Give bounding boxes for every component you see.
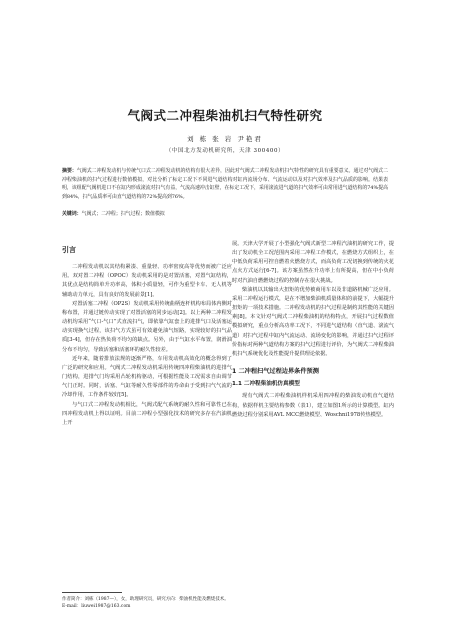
author-line: 刘 栋 张 岩 尹艳君	[187, 135, 263, 143]
section-heading-1-1: 1.1 二冲程柴油机仿真模型	[232, 381, 300, 388]
abstract	[62, 167, 388, 201]
right-paragraph: 展。天津大学开展了小型强化气阀式新型二冲程汽油机的研究工作，提出了发动机全工况范围内采用二冲程工作模式，在燃烧方式组织上，在中低负荷采用可控自燃着火燃烧方式，而高负荷工况切换到传统的火花点火方式运行[6-7]。该方案虽然在升功率上有所提高，但在中小负荷时对汽油自燃燃烧过程的控制存在很大挑战。	[232, 241, 394, 284]
left-paragraph: 对置活塞二冲程（OP2S）发动机采用传统曲柄连杆机构布局体内侧对称布置，并通过链传动实现了对置活塞的同步运动[2]。以上两种二冲程发动机均采用“气口-气口”式直流扫气，即依靠气缸套上的进排气口及活塞运动实现换气过程，该扫气方式虽可有效避免油气短路，实现较好的扫气品质[3-4]，但存在热负荷不均匀的缺点。另外，由于气缸水平布置，润滑油分布不均匀，导致活塞和活塞环的耐久性较差。	[62, 300, 232, 353]
right-column	[232, 240, 394, 420]
keywords-text: 气阀式；二冲程；扫气过程；数值模拟	[81, 211, 165, 217]
left-paragraph: 近年来，随着排放法规的逐渐严格，车用发动机高效化的概念得到了广泛的研究和应用。气阀式二冲程发动机采用传统四冲程柴油机的进排气门结构，进排气门均采用凸轮机构驱动，可根据性能及工况需求自由调节气门正时。同时，活塞、气缸等耐久性零部件的寿命由于受到扫气气流的冷却作用，工作条件较好[5]。	[62, 355, 232, 399]
footnote-rule	[62, 592, 122, 593]
left-column	[62, 240, 232, 428]
section-1-1-paragraph: 现有气阀式二冲程柴油机样机采用四冲程的柴油发动机直气道结构，依据样机主要结构参数（表1），建立如图1所示的计算模型。缸内燃烧过程分别采用AVL MCC燃烧模型、Woschni1978传热模型。	[232, 393, 394, 418]
left-paragraph: 二冲程发动机以其结构紧凑、重量轻、功率密度高等优势而被广泛应用。双对置二冲程（OPOC）发动机采用的是对置活塞，对置气缸结构，其优点是结构简单升功率高，体积小质量轻，可作为重型卡车、无人机等辅助动力单元，具有良好的发展前景[1]。	[62, 264, 232, 298]
footnote-author-bio: 作者简介：刘栋（1987—），女，助理研究员，研究方向：柴油机性能及燃烧技术。	[62, 597, 229, 602]
affiliation-line: （中国北方发动机研究所，天津 300400）	[165, 148, 285, 154]
section-heading-intro: 引言	[62, 246, 76, 254]
abstract-label: 摘要：	[62, 168, 77, 174]
footnote-email: E-mail：liuwei1987@163.com	[62, 604, 131, 610]
section-heading-1: 1 二冲程扫气过程边界条件预测	[232, 368, 319, 376]
footnote	[62, 596, 392, 611]
left-paragraph: 与气口式二冲程发动机相比，气阀式配气系统的耐久性和可靠性已在四冲程发动机上得以证明。目前二冲程小型强化技术的研究多存在汽油机上开	[62, 401, 232, 426]
right-paragraph: 柴油机以其输出大扭矩的优势被商用车以及非道路机械广泛应用。采用二冲程运行模式，是在不增加柴油机质量体积的前提下，大幅提升扭矩的一项技术措施。二冲程发动机的扫气过程是制约其性能的关键因素[8]。本文针对气阀式二冲程柴油机的结构特点，开展扫气过程数值模拟研究，重点分析高功率工况下，不同进气道结构（直气道、滚流气道）对扫气过程中缸内气流运动、流场变化的影响，并通过扫气过程评价指标对两种气道结构方案的扫气过程进行评价，为气阀式二冲程柴油机扫气系统优化及性能提升提供理论依据。	[232, 286, 394, 357]
abstract-text: 气阀式二冲程发动机与传统气口式二冲程发动机的结构有很大差异，因此对气阀式二冲程发动机扫气特性的研究具有重要意义。通过对气阀式二冲程柴油机的扫气过程进行数值模拟，对比分析了标定工况下不同进气道结构对缸内流场分布、气流运动以及对扫气效率及扫气品质的影响。结果表明，该组配气阀机进口不在缸内形成滚流对扫气有益，气流高速冲击缸壁，在标定工况下，采用滚流进气道的扫气效率可由常用进气道结构的74%提高到84%，扫气品质率可由直气道结构的72%提高到76%。	[62, 168, 388, 200]
keywords-label: 关键词：	[62, 211, 82, 217]
keywords	[62, 210, 388, 219]
paper-title: 气阀式二冲程柴油机扫气特性研究	[127, 108, 323, 123]
